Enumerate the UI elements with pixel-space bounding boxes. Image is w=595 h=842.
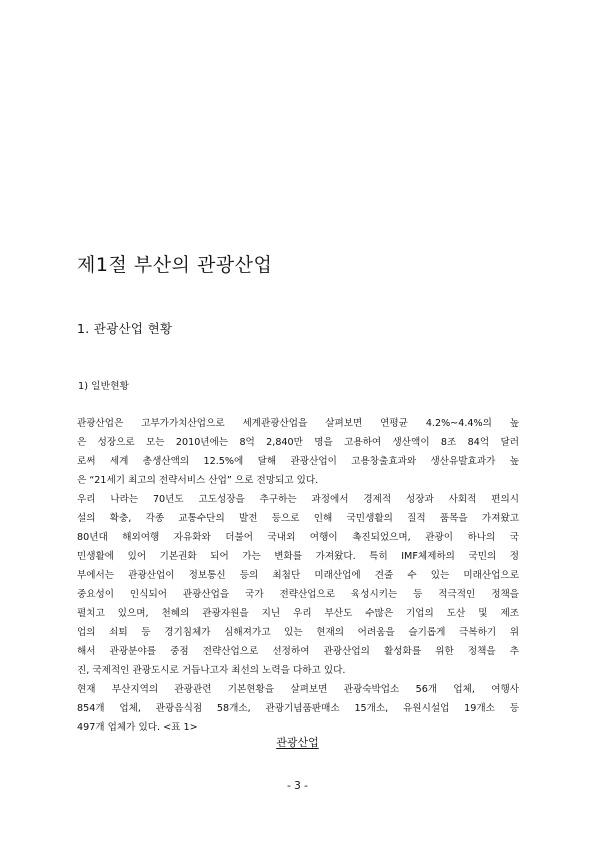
page-number: - 3 - xyxy=(287,780,308,792)
paragraph-line: 로써 세계 총생산액의 12.5%에 달해 관광산업이 고용창출효과와 생산유발효과가 높 xyxy=(77,456,519,467)
paragraph-line: 부에서는 관광산업이 정보통신 등의 최첨단 미래산업에 견줄 수 있는 미래산업으로 xyxy=(77,570,519,581)
subsection-heading: 1) 일반현황 xyxy=(78,381,130,392)
paragraph-line: 497개 업체가 있다. <표 1> xyxy=(77,722,198,733)
table-caption-wrapper xyxy=(0,734,595,750)
paragraph-line: 80년대 해외여행 자유화와 더불어 국내외 여행이 촉진되었으며, 관광이 하나의 국 xyxy=(77,532,519,543)
paragraph-line: 관광산업은 고부가가치산업으로 세계관광산업을 살펴보면 연평균 4.2%~4.4%의 높 xyxy=(77,418,519,429)
paragraph-line: 854개 업체, 관광음식점 58개소, 관광기념품판매소 15개소, 유원시설업 19개소 등 xyxy=(77,703,519,714)
paragraph-line: 우리 나라는 70년도 고도성장을 추구하는 과정에서 경제적 성장과 사회적 편의시 xyxy=(77,494,519,505)
paragraph-line: 진, 국제적인 관광도시로 거듭나고자 최선의 노력을 다하고 있다. xyxy=(77,665,346,676)
paragraph-line: 업의 쇠퇴 등 경기침체가 심해져가고 있는 현재의 어려움을 슬기롭게 극복하기 위 xyxy=(77,627,519,638)
section-heading: 1. 관광산업 현황 xyxy=(77,321,173,336)
paragraph-line: 현재 부산지역의 관광관련 기본현황을 살펴보면 관광숙박업소 56개 업체, 여행사 xyxy=(77,684,519,695)
paragraph-line: 민생활에 있어 기본권화 되어 가는 변화를 가져왔다. 특히 IMF체제하의 국민의 정 xyxy=(77,551,519,562)
table-caption: 관광산업 xyxy=(276,736,319,749)
paragraph-line: 펼치고 있으며, 천혜의 관광자원을 지닌 우리 부산도 수많은 기업의 도산 및 제조 xyxy=(77,608,519,619)
body-paragraph xyxy=(77,414,519,737)
paragraph-line: 은 “21세기 최고의 전략서비스 산업” 으로 전망되고 있다. xyxy=(77,475,319,486)
paragraph-line: 중요성이 인식되어 관광산업을 국가 전략산업으로 육성시키는 등 적극적인 정책을 xyxy=(77,589,519,600)
paragraph-line: 설의 확충, 각종 교통수단의 발전 등으로 인해 국민생활의 질적 품목을 가져왔고 xyxy=(77,513,519,524)
paragraph-line: 은 성장으로 모는 2010년에는 8억 2,840만 명을 고용하여 생산액이 8조 84억 달러 xyxy=(77,437,519,448)
chapter-title: 제1절 부산의 관광산업 xyxy=(77,254,273,276)
paragraph-line: 해서 관광분야를 중점 전략산업으로 선정하여 관광산업의 활성화를 위한 정책을 추 xyxy=(77,646,519,657)
